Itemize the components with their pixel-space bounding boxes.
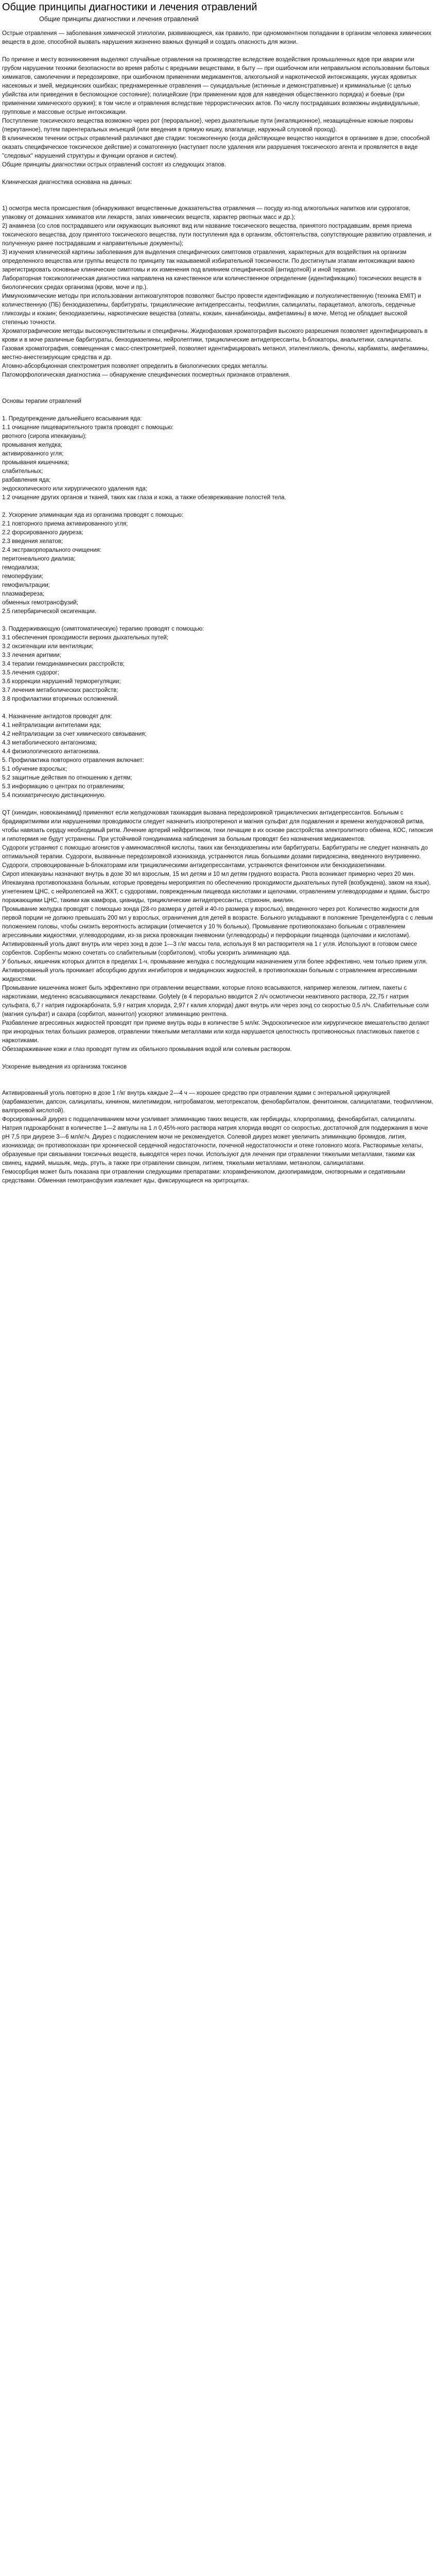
paragraph: Судороги устраняют с помощью агонистов γ-аминомасляной кислоты, таких как бензодиазепины или барбитураты. Барбитураты не следует назначать до оптимальной терапии. Судороги, вызванные передозировкой изониазида, устраняются лишь большими дозами пиридоксина, введенного внутривенно. Судороги, спровоцированные b-блокаторами или трициклическими антидепрессантами, устраняются фенитоином или бензодиазепинами.	[2, 845, 428, 869]
paragraph: 2) анамнеза (со слов пострадавшего или окружающих выясняют вид или название токсического вещества, принятого пострадавшим, время приема токсического вещества, дозу принятого токсического вещества, пути поступления яда в организм, обстоятельства, сопутствующие развитию отравления, и полученную ранее пострадавшим и направительные документы);	[2, 223, 432, 247]
paragraph: QT (хинидин, новокаинамид) применяют если желудочковая тахикардия вызвана передозировкой трициклических антидепрессантов. Больным с брадиаритмиями или нарушениями проводимости следует назначить изопротеренол и магния сульфат для подавления и времени желудочковой ритма, чтобы навязать сердцу необходимый ритм. Лечение артерий нейфритином, теки лечащие в их основе расстройства электролитного обмена, КОС, гипоксия и гипотермия не будут устранены. При устойчивой гонодинамика наблюдения за больным проводят без назначения медикаментов.	[2, 810, 433, 842]
paragraph: В клиническом течении острых отравлений различают две стадии: токсикогенную (когда действующее вещество находится в организме в дозе, способной оказать специфическое токсическое действие) и соматогенную (наступает после удаления или разрушения токсического агента и проявляется в виде "следовых" нарушений структуры и функции органов и систем).	[2, 135, 430, 159]
paragraph: 2.2 форсированного диуреза;	[2, 530, 83, 536]
paragraph: Общие принципы диагностики острых отравлений состоят из следующих этапов.	[2, 162, 226, 168]
paragraph: 3.4 терапии гемодинамических расстройств;	[2, 661, 125, 667]
document-body	[2, 29, 434, 1185]
spacer	[2, 704, 434, 713]
paragraph: Иммунохимические методы при использовании антикоагуляторов позволяют быстро провести идентификацию и полуколичественную (техника ЕМIT) и количественную (ПБ) бензодиазепины, барбитураты, трициклические антидепрессанты, теофиллин, салицилаты, парацетамол, алкоголь, сердечные гликозиды и кокаин; бензодиазепины, наркотические вещества (опиаты, кокаин, каннабиноиды, амфетамины) в моче. Метод не обладает высокой степенью точности.	[2, 293, 421, 326]
paragraph: 1.1 очищение пищеварительного тракта проводят с помощью:	[2, 425, 174, 431]
paragraph: Гемосорбция может быть показана при отравлении следующими препаратами: хлорамфениколом, дизопирамидом, снотворными и седативными средствами. Обменная гемотрансфузия извлекает яды, фиксирующиеся на эритроцитах.	[2, 1169, 406, 1184]
spacer	[2, 47, 434, 56]
spacer	[2, 187, 434, 205]
paragraph: 2.4 экстракорпорального очищения:	[2, 547, 101, 553]
paragraph: 4.4 физиологического антагонизма.	[2, 749, 100, 755]
spacer	[2, 1054, 434, 1063]
paragraph: 3) изучения клинической картины заболевания для выделения специфических симптомов отравления, характерных для воздействия на организм определенного вещества или группы веществ по принципу так называемой избирательной токсичности. По достигнутым этапам интоксикации важно зарегистрировать основные клинические симптомы и их изменения под влиянием специфической (антидотной) и иной терапии.	[2, 249, 415, 273]
paragraph: Атомно-абсорбционная спектрометрия позволяет определить в биологических средах металлы.	[2, 363, 268, 369]
paragraph: Сироп ипекакуаны назначают внутрь в дозе 30 мл взрослым, 15 мл детям и 10 мл детям грудного возраста. Рвота возникает примерно через 20 мин. Ипекакуана противопоказана больным, которые проведены мероприятия по обеспечению проходимости дыхательных путей (возбуждена), заком на язык), угнетением ЦНС, с нейролепсией на ЖКТ, с судорогами, поврежденным пищевода кислотами и щелочами, отравлением углеводородами и ядами, быстро поражающими ЦНС, такими как камфора, цианиды, трициклические антидепрессанты, стрихнин, анилин.	[2, 871, 431, 904]
paragraph: Поступление токсического вещества возможно через рот (пероральное), через дыхательные пути (ингаляционное), незащищённые кожные покровы (перкутанное), путем парентеральных инъекций (или введения в прямую кишку, влагалище, наружный слуховой проход).	[2, 118, 413, 133]
paragraph: Промывание желудка проводят с помощью зонда (28-го размера у детей и 40-го размера у взрослых), введенного через рот. Количество жидкости для первой порции не должно превышать 200 мл у взрослых, ограничения для детей в возрасте. Больного укладывают в положение Тренделенбурга с с левым положением головы, чтобы снизить вероятность аспирации (отмечается у 10 % больных). Промывание противопоказано больным с отравлением агрессивными жидкостями, углеводородами, из-за риска провокации пневмонии (углеводороды) и перфорации пищевода (щелочами и кислотами).	[2, 906, 433, 939]
paragraph: слабительных;	[2, 468, 43, 474]
paragraph: По причине и месту возникновения выделяют случайные отравления на производстве вследствие воздействия промышленных ядов при аварии или грубом нарушении техники безопасности во время работы с вредными веществами, в быту — при ошибочном или неправильном использовании бытовых химикатов, самолечении и передозировке, при ошибочном применении медикаментов, алкогольной и наркотической интоксикациях, укусах ядовитых насекомых и змей, медицинских ошибках; преднамеренные отравления — суицидальные (истинные и демонстративные) и криминальные (с целью убийства или приведения в беспомощное состояние); полицейские (при применении ядов для наведения общественного порядка) и боевые (при применении химического оружия); в том числе и отравления вследствие террористических актов. По числу пострадавших возможны индивидуальные, групповые и массовые острые интоксикации.	[2, 57, 429, 115]
paragraph: Клиническая диагностика основана на данных:	[2, 179, 132, 185]
paragraph: 5.2 защитные действия по отношению к детям;	[2, 775, 132, 781]
spacer	[2, 1072, 434, 1089]
paragraph: 5.1 обучение взрослых;	[2, 766, 67, 772]
paragraph: 4.1 нейтрализации антителами яда;	[2, 722, 101, 728]
paragraph: гемофильтрации;	[2, 582, 50, 588]
paragraph: 2.5 гипербарической оксигенации.	[2, 608, 97, 615]
paragraph: промывания желудка;	[2, 442, 63, 448]
spacer	[2, 502, 434, 511]
paragraph: 3.3 лечения аритмии;	[2, 652, 61, 658]
paragraph: Обеззараживание кожи и глаз проводят путем их обильного промывания водой или солевым раствором.	[2, 1046, 292, 1053]
page-title: Общие принципы диагностики и лечения отравлений	[2, 2, 257, 13]
paragraph: Лабораторная токсикологическая диагностика направлена на качественное или количественное определение (идентификацию) токсических веществ в биологических средах организма (крови, моче и пр.).	[2, 276, 422, 291]
paragraph: 2. Ускорение элиминации яда из организма проводят с помощью:	[2, 512, 184, 518]
paragraph: 4.3 метаболического антагонизма;	[2, 740, 97, 746]
paragraph: 1. Предупреждение дальнейшего всасывания яда:	[2, 416, 142, 422]
spacer	[2, 380, 434, 397]
paragraph: 1) осмотра места происшествия (обнаруживают вещественные доказательства отравления — посуду из-под алкогольных напитков или суррогатов, упаковку от домашних химикатов или лекарств, запах химических веществ, характер рвотных масс и др.);	[2, 206, 411, 221]
paragraph: эндоскопического или хирургического удаления яда;	[2, 486, 147, 492]
paragraph: гемодиализа;	[2, 565, 39, 571]
spacer	[2, 800, 434, 809]
paragraph: перитонеального диализа;	[2, 556, 76, 562]
paragraph: Активированный уголь повторно в дозе 1 г/кг внутрь каждые 2—4 ч — хорошее средство при отравлении ядами с энтеральной циркуляцией (карбамазепин, дапсон, салицилаты, хинином, милетимидом, нитробаматом, метотрексатом, фенобарбиталом, фенитоином, салицилатами, теофиллином, валпроевой кислотой).	[2, 1090, 433, 1114]
paragraph: 3.5 лечения судорог;	[2, 670, 59, 676]
paragraph: 1.2 очищение других органов и тканей, таких как глаза и кожа, а также обезвреживание полостей тела.	[2, 495, 286, 501]
paragraph: 5.4 психиатрическую дистанционную.	[2, 792, 106, 799]
paragraph: Разбавление агрессивных жидкостей проводят при приеме внутрь воды в количестве 5 мл/кг. Эндоскопическое или хирургическое вмешательство делают при инородных телах больших размеров, отравлении тяжелыми металлами или когда нарушается целостность противонюсных пластиковых пакетов с наркотиками.	[2, 1020, 430, 1044]
paragraph: обменных гемотрансфузий;	[2, 600, 78, 606]
paragraph: 3.8 профилактики вторичных осложнений.	[2, 696, 119, 702]
paragraph: активированного угля;	[2, 451, 64, 457]
paragraph: Патоморфологическая диагностика — обнаружение специфических посмертных признаков отравления.	[2, 372, 290, 378]
spacer	[2, 406, 434, 415]
paragraph: 2.3 введения хелатов;	[2, 538, 63, 545]
paragraph: плазмафереза;	[2, 591, 45, 597]
paragraph: 3.6 коррекции нарушений терморегуляции;	[2, 679, 121, 685]
paragraph: рвотного (сиропа ипекакуаны);	[2, 433, 87, 439]
paragraph: Промывание кишечника может быть эффективно при отравлении веществами, которые плохо всасываются, например железом, литием, пакеты с наркотиками, медленно всасывающимися лекарствами. Golytely (в 4 перорально вводится 2 л/ч осмотически неактивного раствора, 22,75 г натрия сульфата, 6,7 г натрия гидрокарбоната, 5,9 г натрия хлорида, 2,97 г калия хлорида) дают внутрь или через зонд со скоростью 0,5 л/ч. Слабительные соли (магния сульфат) и сахара (сорбитол, маннитол) ускоряют элиминацию рентгена.	[2, 985, 429, 1018]
spacer	[2, 170, 434, 178]
document-page	[0, 0, 436, 1192]
paragraph: разбавления яда;	[2, 477, 51, 483]
paragraph: 3.1 обеспечения проходимости верхних дыхательных путей;	[2, 635, 169, 641]
spacer	[2, 616, 434, 625]
paragraph: Форсированный диурез с подщелачиванием мочи усиливает элиминацию таких веществ, как гербициды, хлорпропамид, фенобарбитал, салицилаты. Натрия гидрокарбонат в количестве 1—2 ампулы на 1 л 0,45%-ного раствора натрия хлорида вводят со скоростью, достаточной для поддержания в моче рН 7,5 при диурезе 3—6 мл/кг/ч. Диурез с подкислением мочи не рекомендуется. Солевой диурез может увеличить элиминацию бромидов, лития, изониазида; он противопоказан при хронической сердечной недостаточности, почечной недостаточности и отеке головного мозга. Растворимые хелаты, образуемые при связывании токсичных веществ, выводятся через почки. Используют для лечения при отравлении тяжелыми металлами, такими как свинец, кадмий, мышьяк, медь, ртуть, а также при отравлении свинцом, литием, тяжелыми металлами, метанолом, салицилатами.	[2, 1116, 428, 1166]
paragraph: Активированный уголь дают внутрь или через зонд в дозе 1—3 г/кг массы тела, используя 8 мл растворителя на 1 г угля. Используют в готовом смесе сорбентов. Сорбенты можно сочетать со слабительным (сорбитолом), чтобы ускорить элиминацию яда.	[2, 941, 417, 956]
paragraph: 3. Поддерживающую (симптоматическую) терапию проводят с помощью:	[2, 626, 204, 632]
paragraph: промывания кишечника;	[2, 460, 69, 466]
paragraph: 4. Назначение антидотов проводят для:	[2, 714, 112, 720]
paragraph: 4.2 нейтрализации за счет химического связывания;	[2, 731, 147, 737]
page-subtitle: Общие принципы диагностики и лечения отравлений	[39, 15, 199, 23]
paragraph: 3.7 лечения метаболических расстройств;	[2, 687, 118, 693]
paragraph: 3.2 оксигенации или вентиляции;	[2, 643, 94, 650]
paragraph: Острые отравления — заболевания химической этиологии, развивающиеся, как правило, при одномоментном попадании в организм человека химических веществ в дозе, способной вызвать нарушения жизненно важных функций и создать опасность для жизни.	[2, 30, 432, 45]
paragraph: Хроматографические методы высокочувствительны и специфичны. Жидкофазовая хроматография высокого разрешения позволяет идентифицировать в крови и в моче различные барбитураты, бензодиазепины, нейролептики, трициклические антидепрессанты, b-блокаторы, анальгетики, салицилаты. Газовая хроматография, совмещенная с масс-спектрометрией, позволяет идентифицировать метанол, этиленгликоль, фенолы, карбаматы, амфетамины, местно-анестезирующие средства и др.	[2, 328, 429, 361]
paragraph: У больных, кишечник которых длится в пределах 1-ч, промывание желудка с последующим назначением угля более эффективно, чем только прием угля. Активированный уголь проникает абсорбцию других ингибиторов и медицинских жидкостей, в противопоказан больным с отравлением агрессивными жидкостями.	[2, 959, 428, 982]
paragraph: гемоперфузии;	[2, 573, 44, 580]
paragraph: Ускорение выведения из организма токсинов	[2, 1064, 127, 1070]
paragraph: 5. Профилактика повторного отравления включает:	[2, 757, 144, 764]
paragraph: 2.1 повторного приема активированного угля;	[2, 521, 128, 527]
paragraph: 5.3 информацию о центрах по отравлениям;	[2, 784, 125, 790]
paragraph: Основы терапии отравлений	[2, 398, 81, 404]
